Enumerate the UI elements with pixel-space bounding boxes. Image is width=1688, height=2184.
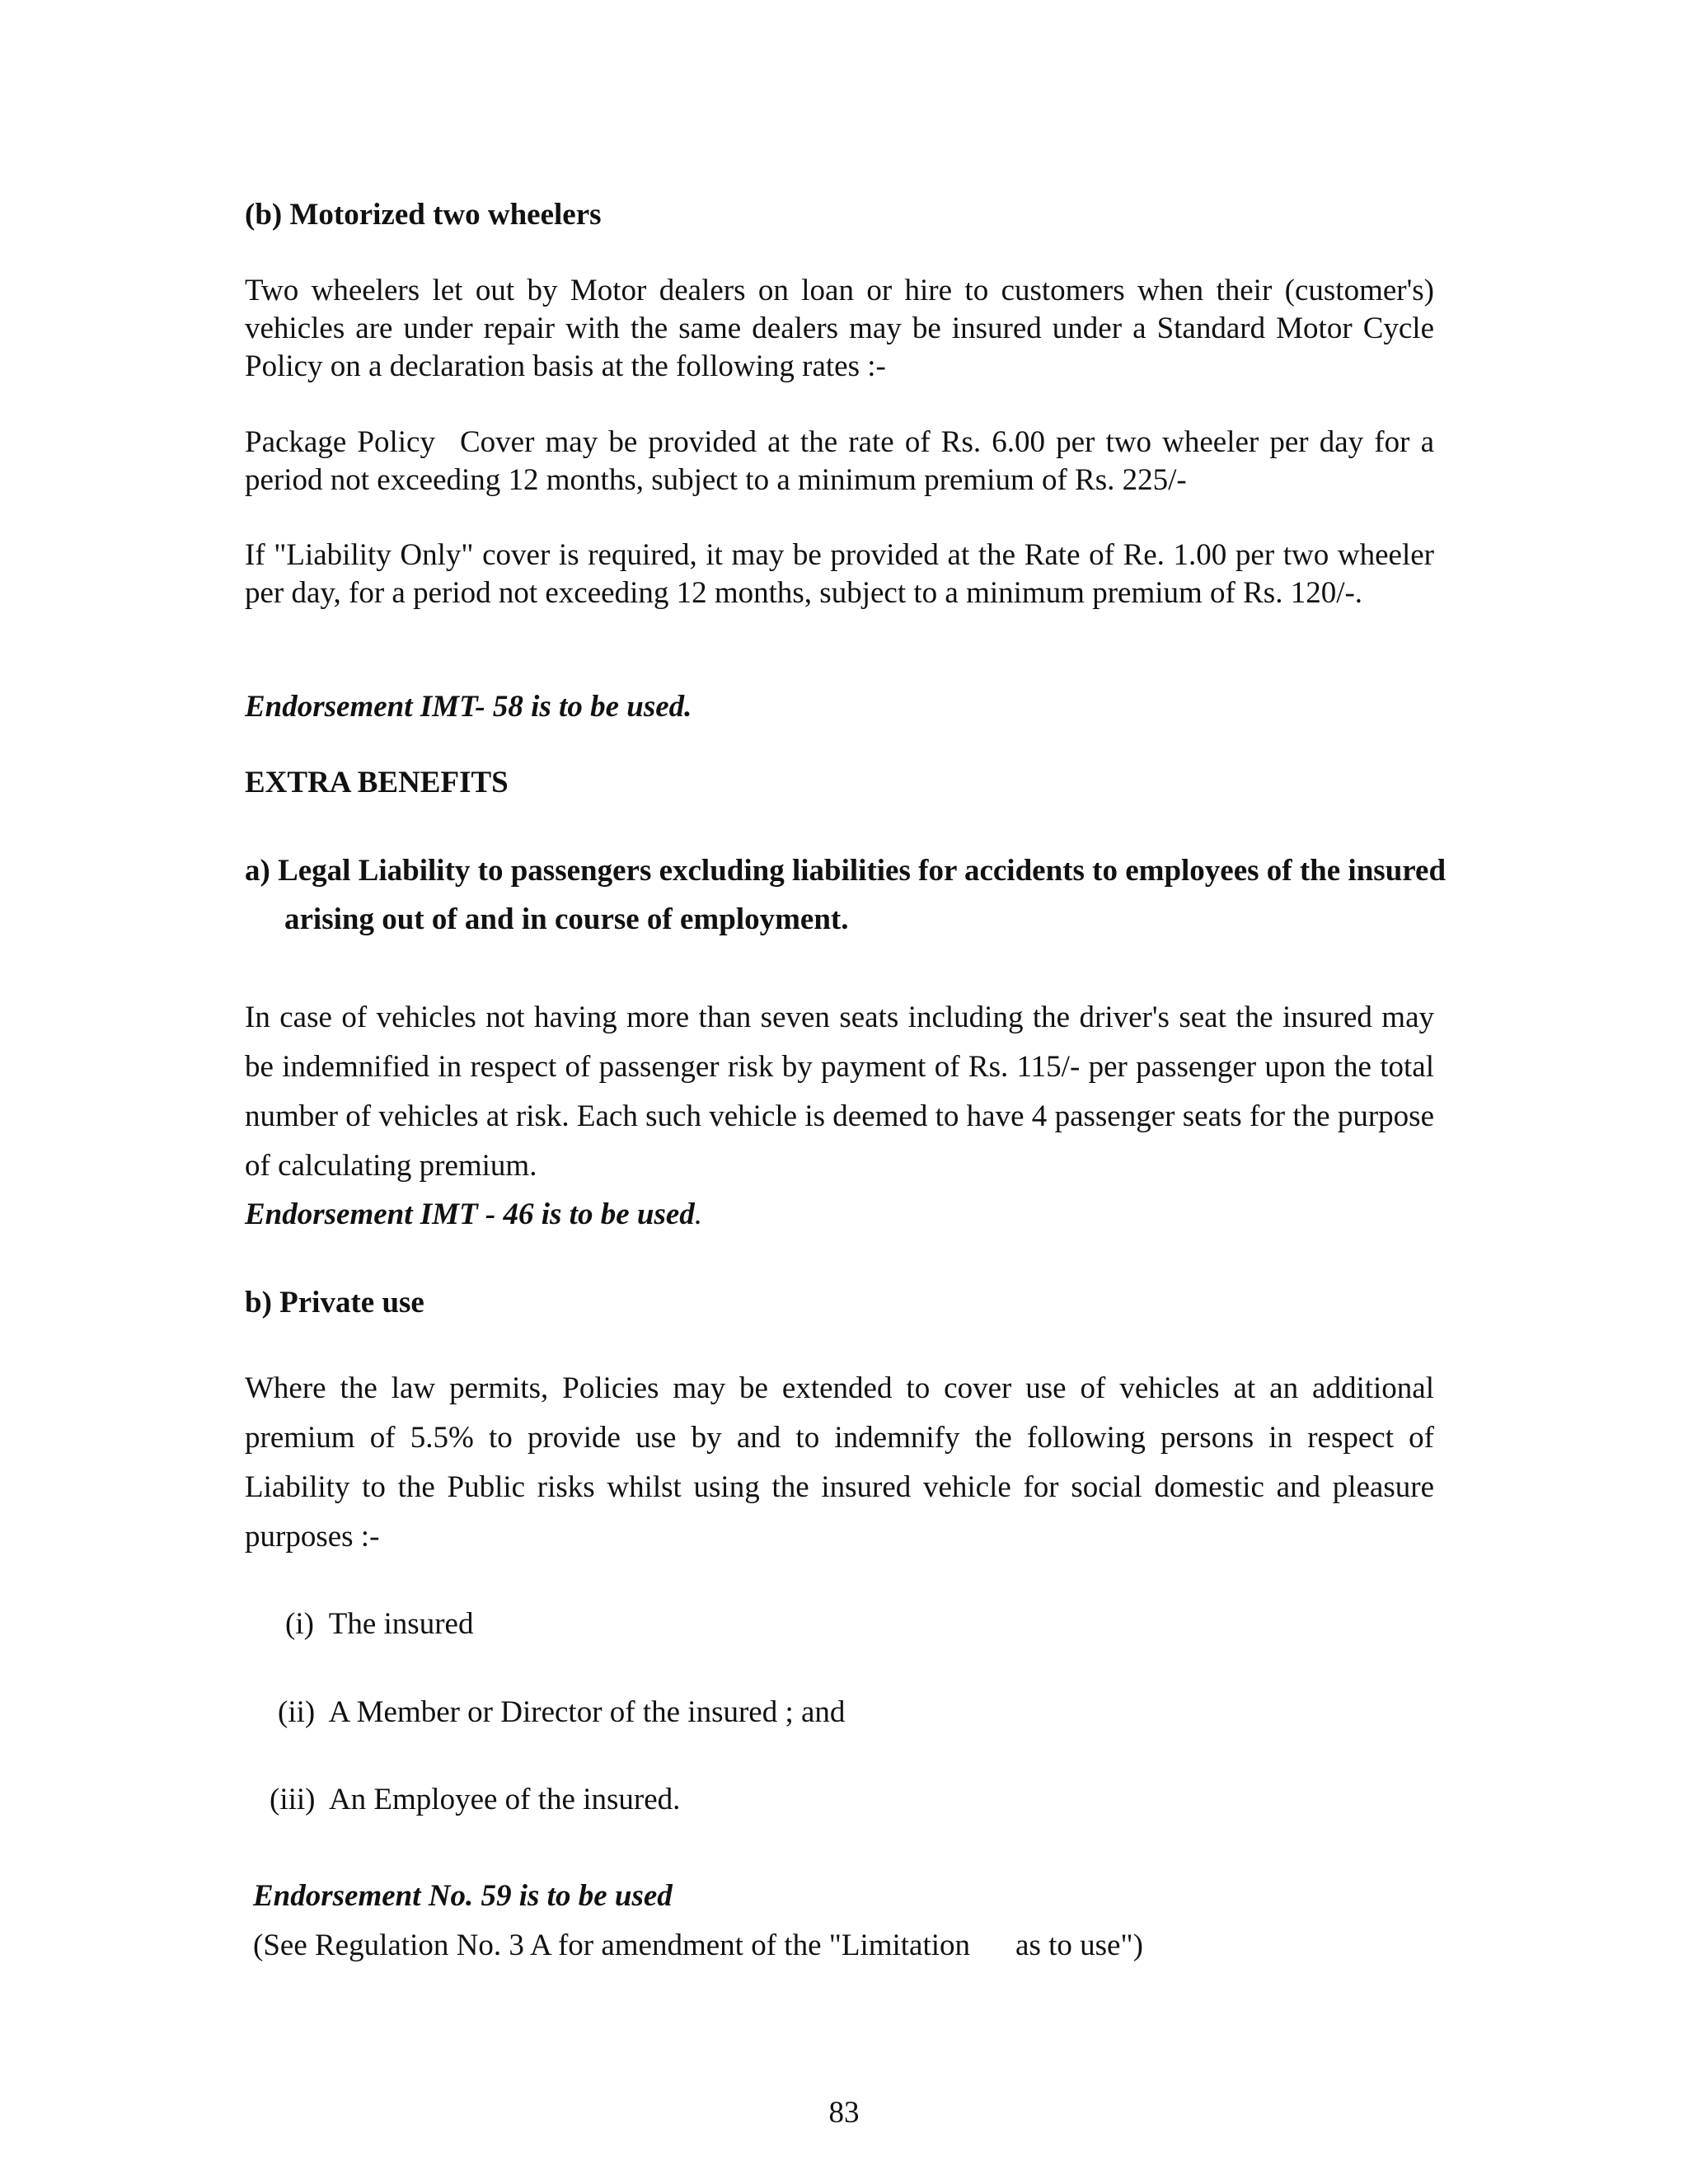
endorsement-imt-46-text: Endorsement IMT - 46 is to be used [245, 1197, 695, 1231]
regulation-note-part1: (See Regulation No. 3 A for amendment of the "Limitation [253, 1929, 971, 1962]
paragraph-passenger-risk: In case of vehicles not having more than seven seats including the driver's seat the insured may be indemnified in respect of passenger risk by payment of Rs. 115/- per passenger upon the total number of vehicles at risk. Each such vehicle is deemed to have 4 passenger seats for the purpose of calculating premium. [245, 1001, 1434, 1183]
extra-benefits-heading: EXTRA BENEFITS [245, 766, 509, 799]
paragraph-two-wheelers-hire: Two wheelers let out by Motor dealers on loan or hire to customers when their (customer's) vehicles are under repair with the same dealers may be insured under a Standard Motor Cycle Policy on a declaration basis at the following rates :- [245, 274, 1434, 383]
package-policy-text: Cover may be provided at the rate of Rs. 6.00 per two wheeler per day for a period not exceeding 12 months, subject to a minimum premium of Rs. 225/- [245, 425, 1434, 497]
legal-liability-heading: a) Legal Liability to passengers excluding liabilities for accidents to employees of the insured arising out of and in course of employment. [245, 854, 1447, 936]
endorsement-no-59: Endorsement No. 59 is to be used [253, 1879, 673, 1913]
endorsement-imt-58: Endorsement IMT- 58 is to be used. [245, 690, 692, 724]
private-use-heading: b) Private use [245, 1286, 424, 1319]
endorsement-imt-46: Endorsement IMT - 46 is to be used. [245, 1197, 703, 1231]
list-item: (ii) A Member or Director of the insured ; and [278, 1695, 846, 1729]
package-policy-label: Package Policy [245, 425, 435, 459]
regulation-note-part2: as to use") [1015, 1929, 1143, 1962]
section-heading-motorized-two-wheelers: (b) Motorized two wheelers [245, 198, 602, 232]
paragraph-package-policy [245, 424, 1434, 499]
page-number: 83 [828, 2096, 860, 2130]
paragraph-liability-only: If "Liability Only" cover is required, it may be provided at the Rate of Re. 1.00 per two wheeler per day, for a period not exceeding 12 months, subject to a minimum premium of Rs. 120/-. [245, 538, 1434, 610]
paragraph-private-use: Where the law permits, Policies may be extended to cover use of vehicles at an additional premium of 5.5% to provide use by and to indemnify the following persons in respect of Liability to the Public risks whilst using the insured vehicle for social domestic and pleasure purposes :- [245, 1371, 1434, 1554]
list-item: (i) The insured [285, 1607, 474, 1641]
regulation-note [253, 1927, 1442, 1965]
list-item: (iii) An Employee of the insured. [270, 1783, 681, 1816]
